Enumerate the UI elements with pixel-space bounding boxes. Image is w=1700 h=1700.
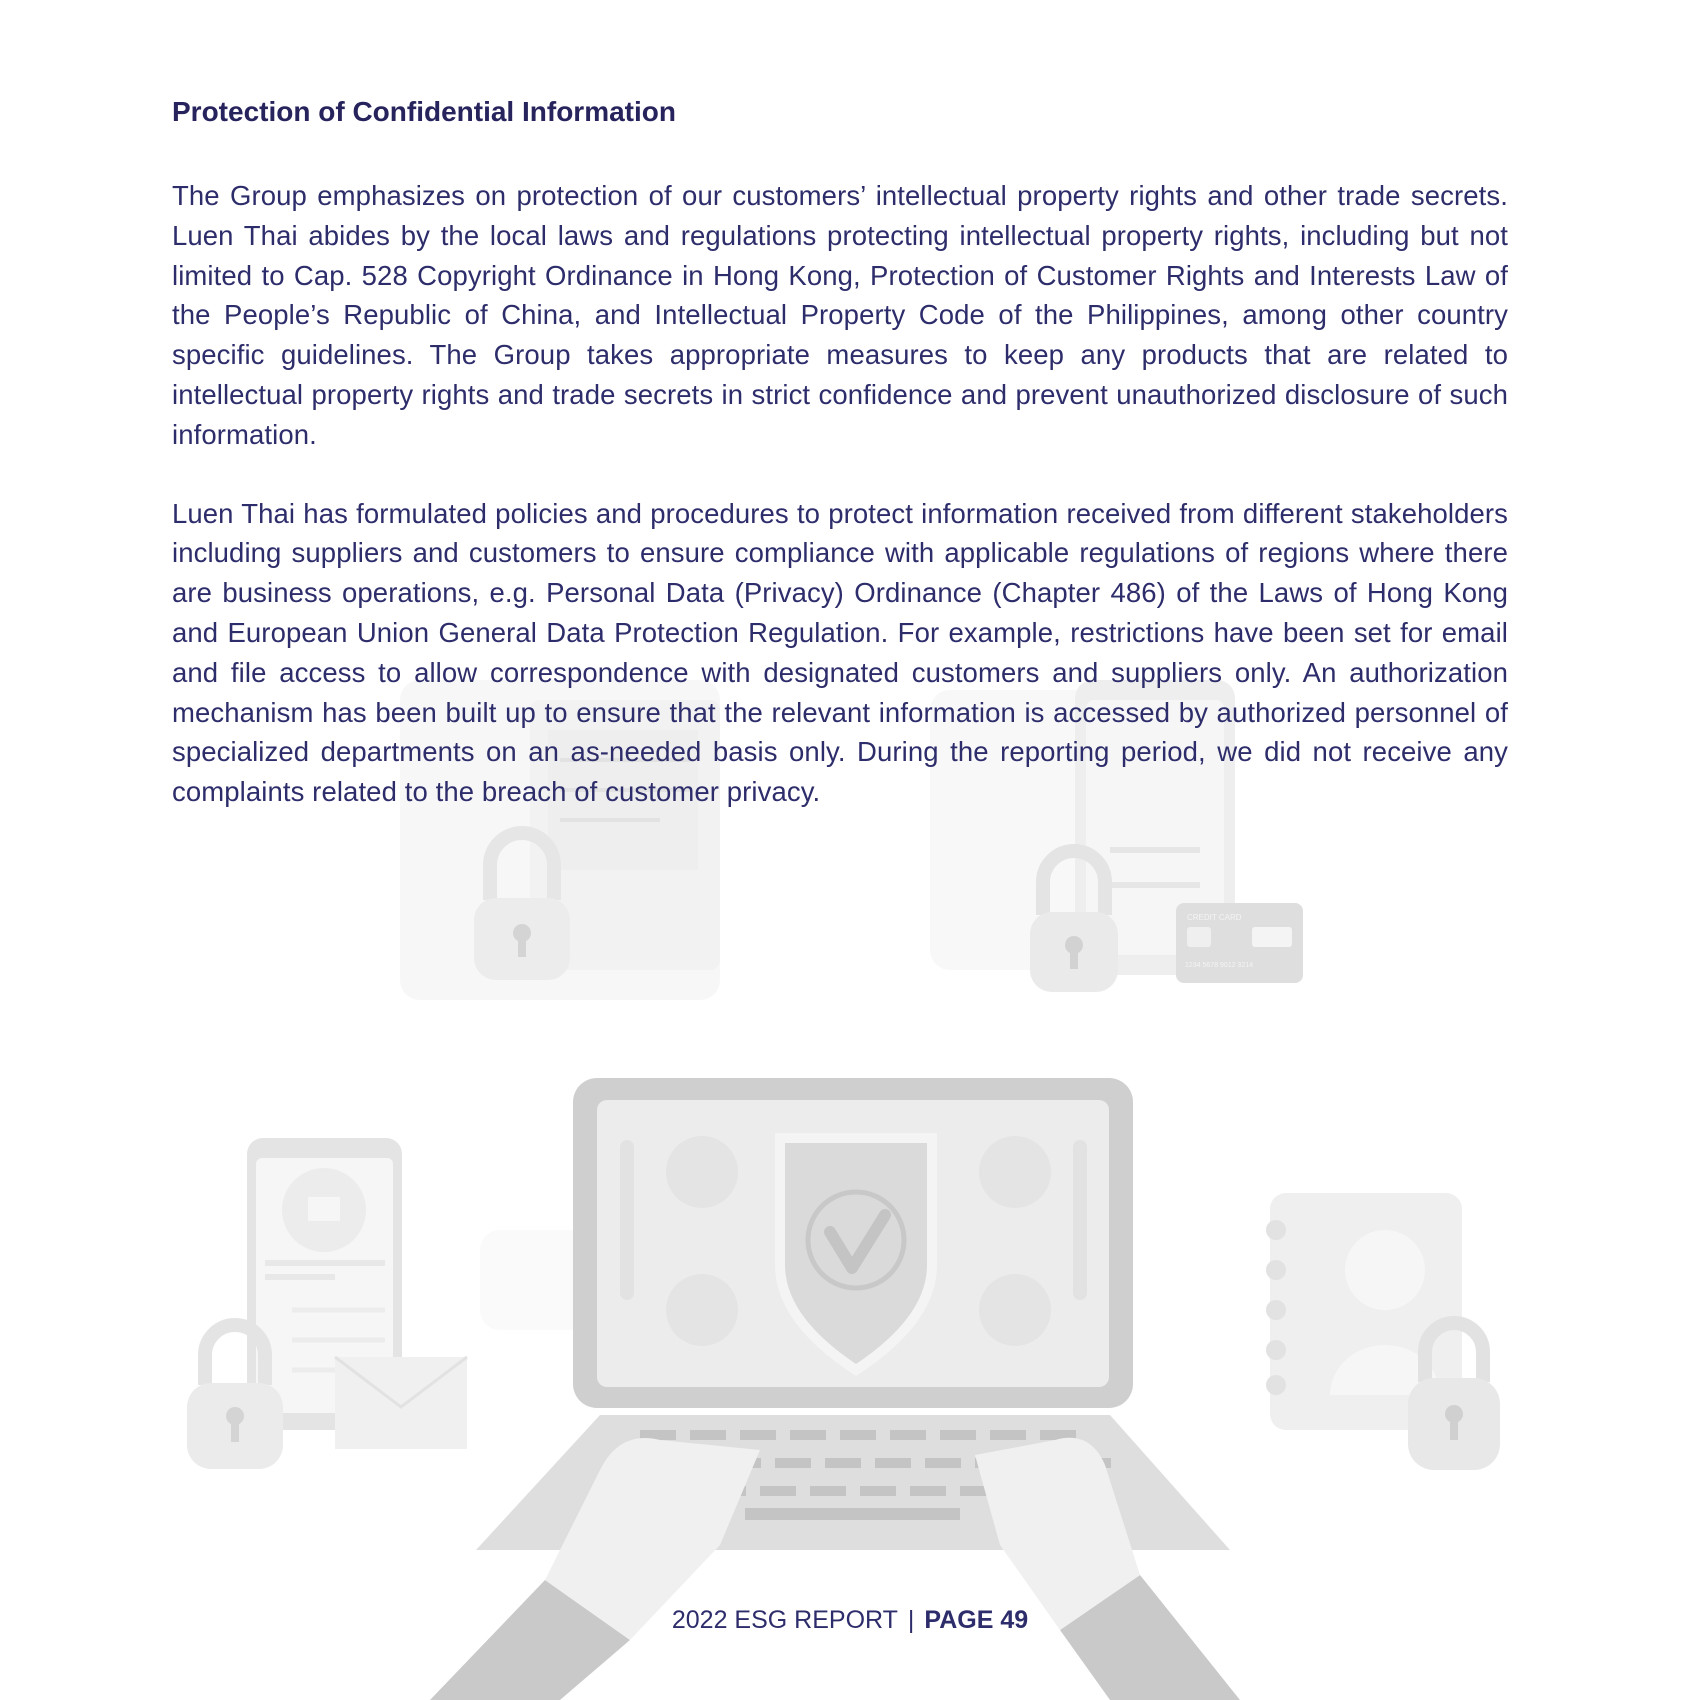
credit-card-icon <box>1176 903 1303 983</box>
envelope-icon <box>335 1357 467 1449</box>
credit-card-label: CREDIT CARD <box>1187 913 1242 922</box>
confidential-information-section <box>172 92 1508 851</box>
page-footer <box>0 1606 1700 1635</box>
paragraph-data-privacy: Luen Thai has formulated policies and procedures to protect information received from different stakeholders including suppliers and customers to ensure compliance with applicable regulations of regions where there are business operations, e.g. Personal Data (Privacy) Ordinance (Chapter 486) of the Laws of Hong Kong and European Union General Data Protection Regulation. For example, restrictions have been set for email and file access to allow correspondence with designated customers and suppliers only. An authorization mechanism has been built up to ensure that the relevant information is accessed by authorized personnel of specialized departments on an as-needed basis only. During the reporting period, we did not receive any complaints related to the breach of customer privacy. <box>172 497 1508 808</box>
footer-separator: | <box>907 1606 915 1634</box>
padlock-icon <box>187 1325 283 1469</box>
page-number: PAGE 49 <box>924 1606 1029 1634</box>
paragraph-intellectual-property: The Group emphasizes on protection of our customers’ intellectual property rights and other trade secrets. Luen Thai abides by the local laws and regulations protecting intellectual property rights, including but not limited to Cap. 528 Copyright Ordinance in Hong Kong, Protection of Customer Rights and Interests Law of the People’s Republic of China, and Intellectual Property Code of the Philippines, among other country specific guidelines. The Group takes appropriate measures to keep any products that are related to intellectual property rights and trade secrets in strict confidence and prevent unauthorized disclosure of such information. <box>172 180 1508 450</box>
report-title: 2022 ESG REPORT <box>671 1606 898 1634</box>
section-heading: Protection of Confidential Information <box>172 96 676 127</box>
credit-card-number: 1234 5678 9012 3214 <box>1185 962 1254 969</box>
